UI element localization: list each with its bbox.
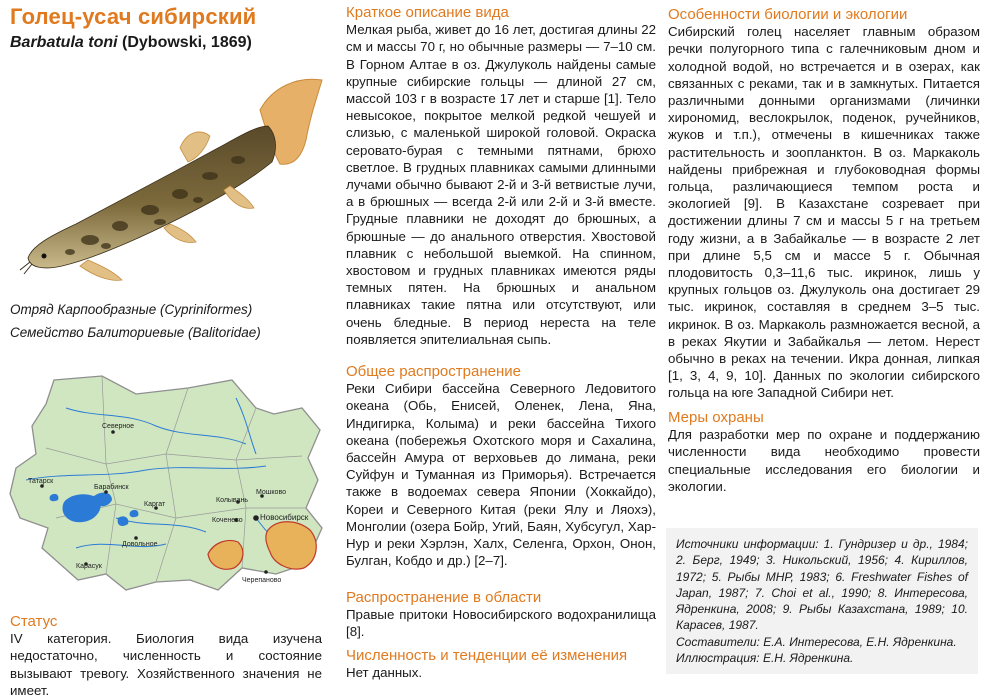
distribution-heading: Общее распространение: [346, 363, 521, 380]
compilers-text: Составители: Е.А. Интересова, Е.Н. Ядренкина.: [676, 634, 957, 649]
map-label-kochenevo: Коченево: [212, 517, 243, 524]
map-label-kargat: Каргат: [144, 501, 166, 508]
species-title: Голец-усач сибирский: [10, 4, 257, 29]
map-label-cherepanovo: Черепаново: [242, 577, 282, 584]
map-label-severnoe: Северное: [102, 423, 135, 430]
order-name: Отряд Карпообразные (Cypriniformes): [10, 302, 253, 317]
abundance-heading: Численность и тенденции её изменения: [346, 647, 628, 664]
protection-section: [668, 409, 980, 495]
status-text: IV категория. Биология вида изучена недостаточно, численность и состояние вызывают тревогу. Хозяйственного значения не имеет.: [10, 631, 322, 698]
biology-section: [668, 6, 980, 402]
sources-box: [666, 528, 978, 674]
description-section: [346, 4, 656, 348]
protection-text: Для разработки мер по охране и поддержанию численности вида необходимо провести специальные исследования его биологии и экологии.: [668, 427, 980, 494]
map-label-novosibirsk: Новосибирск: [260, 513, 309, 522]
distribution-map: [6, 368, 336, 603]
family-name: Семейство Балиториевые (Balitoridae): [10, 325, 261, 340]
description-text: Мелкая рыба, живет до 16 лет, достигая длины 22 см и массы 70 г, но обычные размеры — 7–10 см. В Горном Алтае в оз. Джулуколь найдены самые крупные сибирские гольцы — длиной 27 см, массой 103 г в возрасте 17 лет и старше [1]. Тело невысокое, покрытое мелкой редкой чешуей и слизью, с маленькой широкой головой. Окраска серовато-бурая с темными пятнами, брюхо светлое. В грудных плавниках самыми длинными лучами обычно бывают 2-й и 3-й ветвистые лучи, а в брюшных — всегда 2-й или 2-й и 3-й вместе. Грудные плавники не доходят до брюшных, а брюшные — до анального отверстия. Хвостовой плавник с небольшой выемкой. На спинном, хвостовом и грудных плавниках имеются ряды темных пятен. На брюшных и анальном плавниках такие пятна или отсутствуют, или очень бледные. В период нереста на теле появляется эпителиальная сыпь.: [346, 22, 656, 347]
sources-text: Источники информации: 1. Гундризер и др., 1984; 2. Берг, 1949; 3. Никольский, 1956; 4. Кириллов, 1972; 5. Рыбы МНР, 1983; 6. Freshwater Fishes of Japan, 1987; 7. Choi et al., 1990; 8. Интересова, Ядренкина, 2008; 9. Рыбы Казахстана, 1989; 10. Карасев, 1987.: [676, 537, 968, 633]
distribution-section: [346, 363, 656, 569]
map-label-tatarsk: Татарск: [28, 478, 54, 485]
status-heading: Статус: [10, 613, 58, 630]
abundance-section: [346, 647, 656, 681]
protection-heading: Меры охраны: [668, 409, 764, 426]
biology-heading: Особенности биологии и экологии: [668, 6, 908, 23]
abundance-text: Нет данных.: [346, 665, 423, 681]
map-label-karasuk: Карасук: [76, 563, 102, 570]
latin-name-line: [10, 34, 252, 52]
region-text: Правые притоки Новосибирского водохранилища [8].: [346, 607, 656, 640]
distribution-text: Реки Сибири бассейна Северного Ледовитого океана (Обь, Енисей, Оленек, Лена, Яна, Индигирка, Колыма) и реки бассейна Тихого океана (побережья Охотского моря и Сахалина, бассейн Амура от верховьев до лимана, реки Суйфун и Туманная из Приморья). Встречается также в водоемах севера Японии (Хоккайдо), Кореи и Северного Китая (реки Ялу и Ляохэ), Монголии (озера Бойр, Угий, Баян, Хубсугул, Хар-Нур и реки Хэрлэн, Халх, Селенга, Орхон, Онон, Булган, Кобдо и др.) [2–7].: [346, 381, 656, 569]
region-section: [346, 589, 656, 641]
illustration-credit: Иллюстрация: Е.Н. Ядренкина.: [676, 651, 854, 666]
latin-author: (Dybowski, 1869): [122, 34, 252, 51]
status-section: [10, 613, 322, 699]
biology-text: Сибирский голец населяет главным образом речки полугорного типа с галечниковым дном и холодной водой, но встречается и в озерах, как связанных с реками, так и в замкнутых. Питается различными донными организмами (личинки хирономид, веслокрылок, поденок, ручейников, жуков и т.п.), отмечены в кишечниках также растительность и зоопланктон. В оз. Маркаколь найдены прибрежная и глубоководная формы гольца, различающиеся темпом роста и экологией [9]. В Казахстане созревает при достижении длины 7 см и массы 5 г на третьем году жизни, а в Забайкалье — в возрасте 2 лет при длине 5,5 см и массе 5 г. Обычная плодовитость 0,3–11,6 тыс. икринок, лишь у крупных гольцов оз. Джулуколь она достигает 29 тыс. икринок, составляя в среднем 3–5 тыс. икринок. В оз. Маркаколь размножается весной, а в реках Якутии и Забайкалья — летом. Нерест обычно в реках на течении. Икра донная, липкая [1, 3, 4, 9, 10]. Данных по экологии сибирского гольца на юге Западной Сибири нет.: [668, 24, 980, 401]
map-label-barabinsk: Барабинск: [94, 484, 129, 491]
map-label-dovolnoe: Довольное: [122, 541, 158, 548]
latin-name: Barbatula toni: [10, 34, 118, 51]
map-label-kolyvan: Колывань: [216, 497, 248, 504]
description-heading: Краткое описание вида: [346, 4, 509, 21]
fish-illustration: [10, 70, 330, 295]
region-heading: Распространение в области: [346, 589, 542, 606]
map-label-moshkovo: Мошково: [256, 489, 286, 496]
